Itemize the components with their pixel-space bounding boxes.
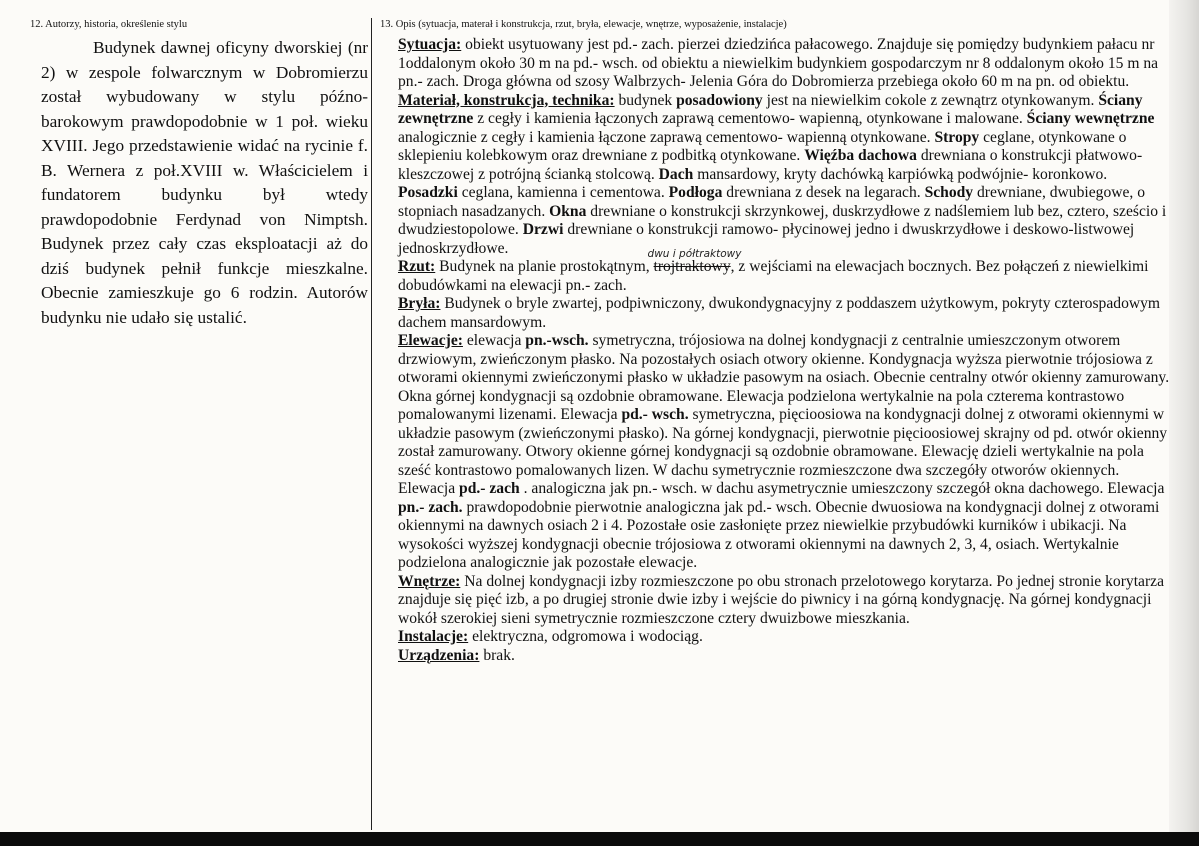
column-divider [371, 18, 372, 830]
urzadzenia-label: Urządzenia: [398, 646, 480, 664]
elewacje-text: prawdopodobnie pierwotnie analogiczna jak pd.- wsch. Obecnie dwuosiowa na kondygnacji dolnej z otworami okiennymi na dawnych osiach 2 i 4. Pozostałe osie zasłonięte przez niewielkie przybudówki kurników i ubikacji. Na wysokości wyższej kondygnacji obecnie trójosiowa z otworami okiennymi na dawnych 2, 3, 4, osiach. Wertykalnie podzielona analogicznie jak pozostałe elewacje. [398, 498, 1160, 571]
material-label: Materiał, konstrukcja, technika: [398, 91, 615, 109]
sytuacja-text: obiekt usytuowany jest pd.- zach. pierzei dziedzińca pałacowego. Znajduje się pomiędzy budynkiem pałacu nr 1oddalonym około 30 m na pd.- wsch. od obiektu a niewielkim budynkiem gospodarczym nr 8 oddalonym około 15 m na pn.- zach. Droga główna od szosy Walbrzych- Jelenia Góra do Dobromierza przebiega około 60 m na pn. od obiektu. [398, 36, 1159, 90]
material-text: drewniane, dwubiegowe, o stopniach nasadzanych. [398, 184, 1146, 220]
wnetrze-label: Wnętrze: [398, 572, 461, 590]
material-text: ceglane, otynkowane o sklepieniu kolebkowym oraz drewniane z podbitką otynkowane. [398, 128, 1127, 164]
handwritten-note: dwu i półtraktowy [647, 248, 742, 260]
section-12-heading: 12. Autorzy, historia, określenie stylu [30, 19, 188, 30]
elewacje-text: . analogiczna jak pn.- wsch. w dachu asymetrycznie umieszczony szczegół okna dachowego. Elewacja [519, 480, 1165, 497]
scan-bottom-band [0, 832, 1199, 846]
material-term: Ściany wewnętrzne [1026, 110, 1155, 127]
wnetrze-text: Na dolnej kondygnacji izby rozmieszczone po obu stronach przelotowego korytarza. Po jednej stronie korytarza znajduje się pięć izb, a po drugiej stronie dwie izby i wejście do piwnicy i na górną kondygnację. Na górnej kondygnacji wokół szerokiej sieni symetrycznie rozmieszczone cztery dwuizbowe mieszkania. [398, 572, 1164, 627]
material-paragraph [398, 92, 1170, 259]
bryla-text: Budynek o bryle zwartej, podpiwniczony, dwukondygnacyjny z poddaszem użytkowym, pokryty czterospadowym dachem mansardowym. [398, 295, 1161, 331]
material-term: posadowiony [676, 91, 763, 109]
rzut-text: , z wejściami na elewacjach bocznych. Bez połączeń z niewielkimi dobudówkami na elewacji pn.- zach. [398, 258, 1149, 294]
material-text: drewniana z desek na legarach. [722, 184, 925, 201]
material-text: drewniana o konstrukcji płatwowo- kleszczowej z potrójną ścianką stolcową. [398, 147, 1143, 183]
elewacje-text: elewacja [462, 332, 526, 349]
scan-edge-shadow [1169, 0, 1199, 846]
material-text: jest na niewielkim cokole z zewnątrz otynkowanym. [762, 91, 1099, 109]
instalacje-label: Instalacje: [398, 628, 469, 645]
elewacje-term: pd.- wsch. [621, 406, 689, 423]
elewacje-term: pn.-wsch. [525, 332, 589, 349]
right-column [380, 18, 1170, 665]
bryla-label: Bryła: [398, 295, 441, 312]
elewacje-paragraph [398, 332, 1170, 573]
elewacje-label: Elewacje: [398, 332, 463, 349]
elewacje-term: pd.- zach [459, 480, 520, 497]
rzut-paragraph [398, 248, 1170, 295]
section-13-heading: 13. Opis (sytuacja, materał i konstrukcja, rzut, bryła, elewacje, wnętrze, wyposażenie, instalacje) [380, 19, 787, 30]
instalacje-paragraph [398, 628, 1170, 647]
wnetrze-paragraph [398, 573, 1170, 629]
material-term: Okna [549, 202, 587, 220]
material-text: z cegły i kamienia łączonych zaprawą cementowo- wapienną, otynkowane i malowane. [473, 110, 1027, 127]
urzadzenia-text: brak. [479, 646, 515, 664]
material-text: drewniane o konstrukcji skrzynkowej, duskrzydłowe z nadślemiem lub bez, cztero, sześcio i dwudziestopolowe. [398, 202, 1167, 238]
material-text: mansardowy, kryty dachówką karpiówką podwójnie- koronkowo. [693, 165, 1108, 183]
material-term: Schody [924, 184, 974, 201]
material-term: Drzwi [522, 221, 564, 238]
section-13-body [380, 36, 1170, 665]
material-term: Podłoga [668, 184, 723, 201]
rzut-text: Budynek na planie prostokątnym, [435, 258, 654, 275]
sytuacja-label: Sytuacja: [398, 36, 462, 53]
sytuacja-paragraph [398, 36, 1170, 92]
material-text: drewniane o konstrukcji ramowo- płycinowej jedno i dwuskrzydłowe i deskowo-listwowej jednoskrzydłowe. [398, 221, 1135, 257]
struck-word: trojtraktowy [653, 258, 731, 275]
section-12-body: Budynek dawnej oficyny dworskiej (nr 2) w zespole folwarcznym w Dobromierzu został wybudowany w stylu późno- barokowym prawdopodobnie w 1 poł. wieku XVIII. Jego przedstawienie widać na rycinie f. B. Wernera z poł.XVIII w. Właścicielem i fundatorem budynku był wtedy prawdopodobnie Ferdynad von Nimptsh. Budynek przez cały czas eksploatacji aż do dziś budynek pełnił funkcje mieszkalne. Obecnie zamieszkuje go 6 rodzin. Autorów budynku nie udało się ustalić. [41, 38, 368, 327]
instalacje-text: elektryczna, odgromowa i wodociąg. [468, 628, 703, 645]
elewacje-text: symetryczna, pięcioosiowa na kondygnacji dolnej z otworami okiennymi w układzie pasowym (zwieńczonymi płasko). Na górnej kondygnacji, pierwotnie pięcioosiowej skrajny od pd. otwór okienny został zamurowany. Otwory okienne górnej kondygnacji są ozdobnie obramowane. Elewację dzieli wertykalnie na pola sześć kontrastowo pomalowanych lizen. W dachu symetrycznie rozmieszczone dwa szczegóły otworów okiennych. Elewacja [398, 406, 1168, 497]
material-term: Posadzki [398, 184, 458, 201]
left-column [30, 18, 370, 330]
material-term: Więźba dachowa [804, 147, 917, 164]
elewacje-term: pn.- zach. [398, 498, 463, 516]
elewacje-text: symetryczna, trójosiowa na dolnej kondygnacji z centralnie umieszczonym otworem drzwiowym, zwieńczonym płasko. Na pozostałych osiach otwory okienne. Kondygnacja wyższa pierwotnie trójosiowa z otworami okiennymi zwieńczonymi płasko w układzie pasowym na osiach. Obecnie centralny otwór okienny zamurowany. Okna górnej kondygnacji są ozdobnie obramowane. Elewacja podzielona wertykalnie na pola czterema kontrastowo pomalowanymi lizenami. Elewacja [398, 332, 1170, 423]
material-text: analogicznie z cegły i kamienia łączone zaprawą cementowo- wapienną otynkowane. [398, 128, 935, 146]
material-term: Stropy [934, 128, 980, 146]
urzadzenia-paragraph [398, 647, 1170, 666]
bryla-paragraph [398, 295, 1170, 332]
rzut-label: Rzut: [398, 258, 436, 275]
material-term: Dach [658, 165, 694, 183]
material-text: budynek [614, 91, 677, 109]
material-term: Ściany zewnętrzne [398, 91, 1143, 127]
material-text: ceglana, kamienna i cementowa. [457, 184, 669, 201]
handwritten-correction [647, 248, 742, 275]
